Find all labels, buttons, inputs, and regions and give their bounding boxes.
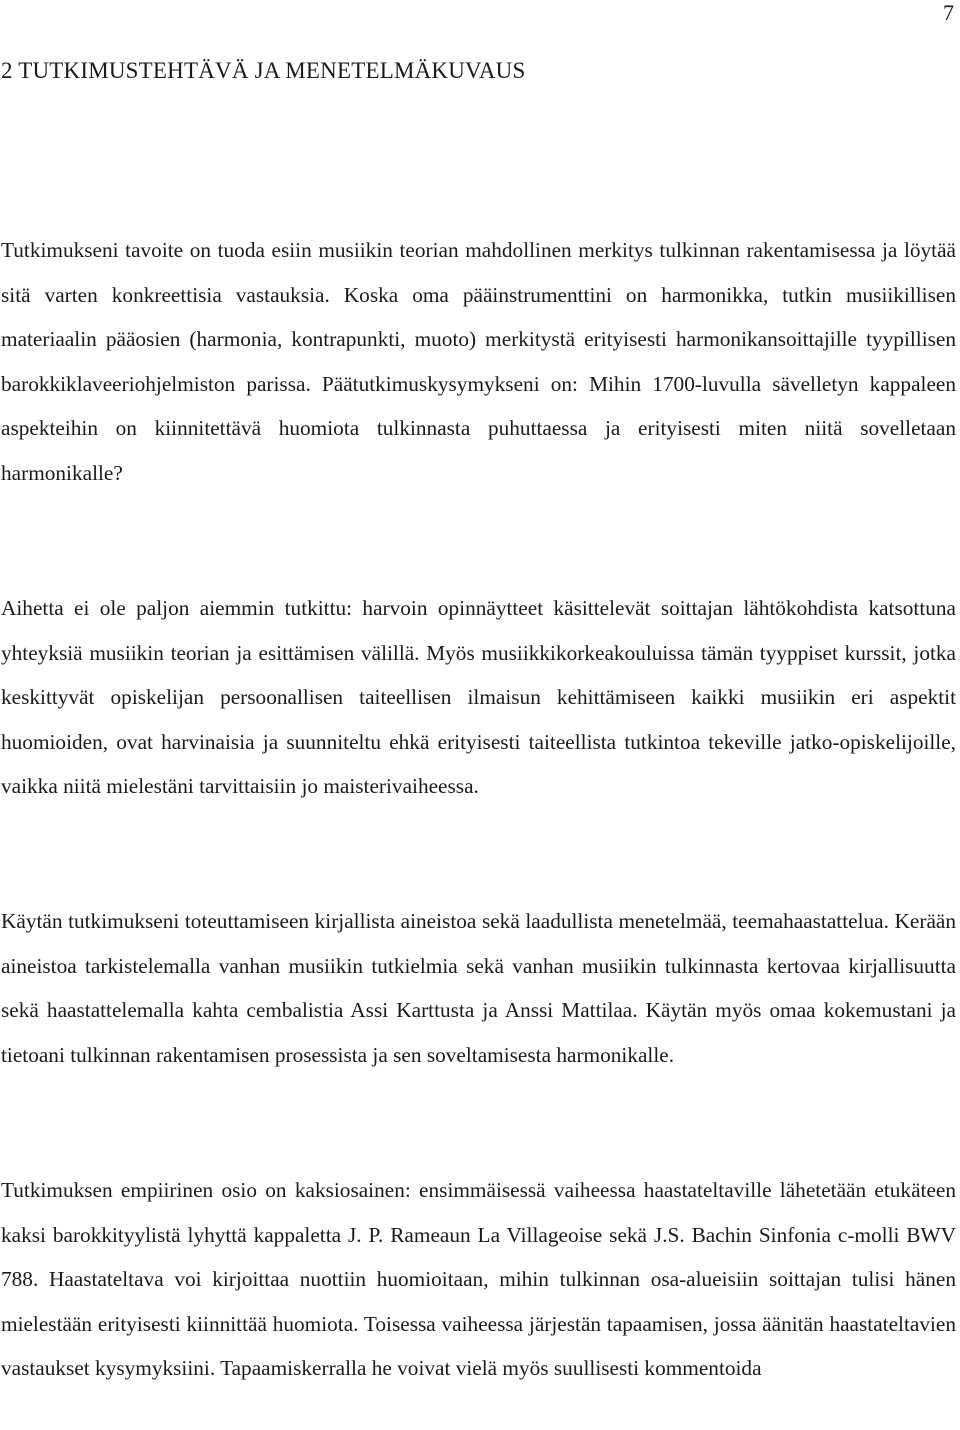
paragraph-methods: Käytän tutkimukseni toteuttamiseen kirjallista aineistoa sekä laadullista menetelmää, teemahaastattelua. Kerään aineistoa tarkistelemalla vanhan musiikin tutkielmia sekä vanhan musiikin tulkinnasta kertovaa kirjallisuutta sekä haastattelemalla kahta cembalistia Assi Karttusta ja Anssi Mattilaa. Käytän myös omaa kokemustani ja tietoani tulkinnan rakentamisen prosessista ja sen soveltamisesta harmonikalle. xyxy=(1,909,956,1067)
page-number: 7 xyxy=(943,0,954,25)
paragraph-research-goal: Tutkimukseni tavoite on tuoda esiin musiikin teorian mahdollinen merkitys tulkinnan rakentamisessa ja löytää sitä varten konkreettisia vastauksia. Koska oma pääinstrumenttini on harmonikka, tutkin musiikillisen materiaalin pääosien (harmonia, kontrapunkti, muoto) merkitystä erityisesti harmonikansoittajille tyypillisen barokkiklaveeriohjelmiston parissa. Päätutkimuskysymykseni on: Mihin 1700-luvulla sävelletyn kappaleen aspekteihin on kiinnitettävä huomiota tulkinnasta puhuttaessa ja erityisesti miten niitä sovelletaan harmonikalle? xyxy=(1,238,956,485)
chapter-heading: 2 TUTKIMUSTEHTÄVÄ JA MENETELMÄKUVAUS xyxy=(1,58,526,83)
paragraph-prior-research: Aihetta ei ole paljon aiemmin tutkittu: harvoin opinnäytteet käsittelevät soittajan lähtökohdista katsottuna yhteyksiä musiikin teorian ja esittämisen välillä. Myös musiikkikorkeakouluissa tämän tyyppiset kurssit, jotka keskittyvät opiskelijan persoonallisen taiteellisen ilmaisun kehittämiseen kaikki musiikin eri aspektit huomioiden, ovat harvinaisia ja suunniteltu ehkä erityisesti taiteellista tutkintoa tekeville jatko-opiskelijoille, vaikka niitä mielestäni tarvittaisiin jo maisterivaiheessa. xyxy=(1,596,956,799)
paragraph-empirical-part: Tutkimuksen empiirinen osio on kaksiosainen: ensimmäisessä vaiheessa haastateltaville lähetetään etukäteen kaksi barokkityylistä lyhyttä kappaletta J. P. Rameaun La Villageoise sekä J.S. Bachin Sinfonia c-molli BWV 788. Haastateltava voi kirjoittaa nuottiin huomioitaan, mihin tulkinnan osa-alueisiin soittajan tulisi hänen mielestään erityisesti kiinnittää huomiota. Toisessa vaiheessa järjestän tapaamisen, jossa äänitän haastateltavien vastaukset kysymyksiini. Tapaamiskerralla he voivat vielä myös suullisesti kommentoida xyxy=(1,1178,956,1381)
